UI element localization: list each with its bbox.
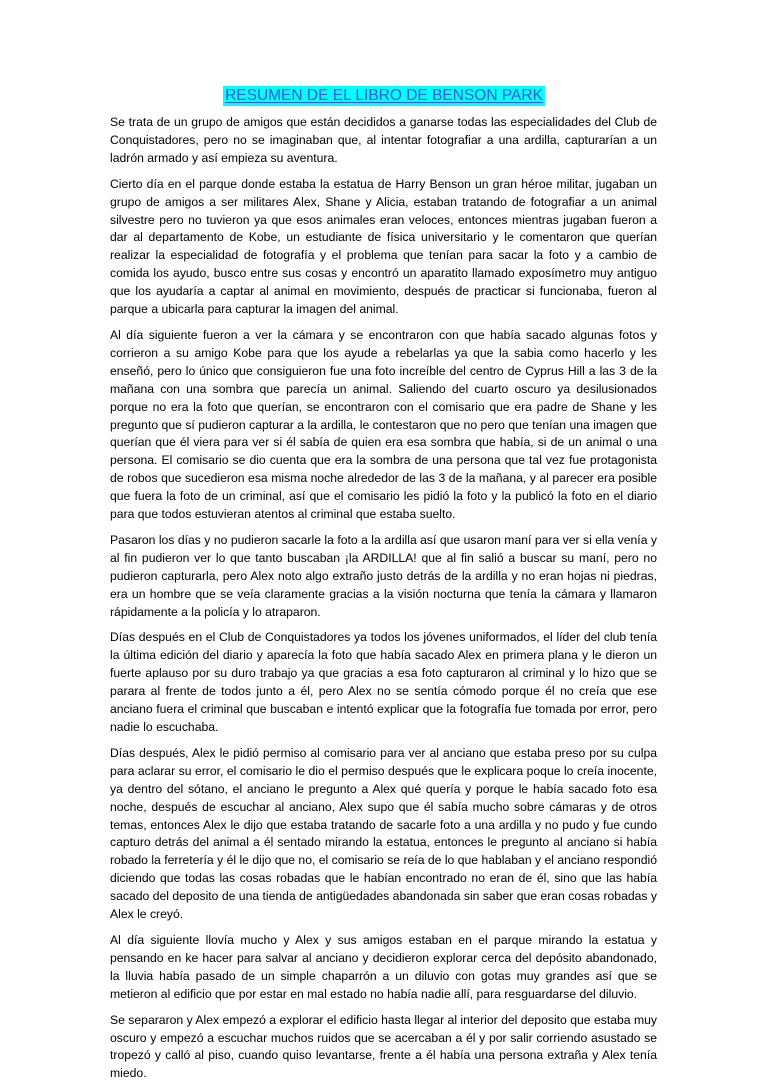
paragraph-8: Se separaron y Alex empezó a explorar el edificio hasta llegar al interior del deposito que estaba muy oscuro y empezó a escuchar muchos ruidos que se acercaban a él y por salir corriendo asustado se tropezó y calló al piso, cuando quiso levantarse, frente a él había una persona extraña y Alex tenía miedo. xyxy=(110,1012,657,1081)
paragraph-2: Cierto día en el parque donde estaba la estatua de Harry Benson un gran héroe militar, jugaban un grupo de amigos a ser militares Alex, Shane y Alicia, estaban tratando de fotografiar a un animal silvestre pero no tuvieron ya que esos animales eran veloces, entonces mientras jugaban fueron a dar al departamento de Kobe, un estudiante de física universitario y le comentaron que querían realizar la especialidad de fotografía y el problema que tenían para sacar la foto y a cambio de comida los ayudo, busco entre sus cosas y encontró un aparatito llamado exposímetro muy antiguo que los ayudaría a captar al animal en movimiento, después de practicar si funcionaba, fueron al parque a ubicarla para capturar la imagen del animal. xyxy=(110,176,657,317)
paragraph-7: Al día siguiente llovía mucho y Alex y sus amigos estaban en el parque mirando la estatua y pensando en ke hacer para salvar al anciano y decidieron explorar cerca del depósito abandonado, la lluvia había pasado de un simple chaparrón a un diluvio con gotas muy grandes así que se metieron al edificio que por estar en mal estado no había nadie allí, para resguardarse del diluvio. xyxy=(110,932,657,1001)
document-body xyxy=(110,114,657,1091)
paragraph-1: Se trata de un grupo de amigos que están decididos a ganarse todas las especialidades del Club de Conquistadores, pero no se imaginaban que, al intentar fotografiar a una ardilla, capturarían a un ladrón armado y así empieza su aventura. xyxy=(110,115,657,165)
title-container xyxy=(0,86,768,106)
document-title: RESUMEN DE EL LIBRO DE BENSON PARK xyxy=(225,87,543,104)
paragraph-3: Al día siguiente fueron a ver la cámara y se encontraron con que había sacado algunas fotos y corrieron a su amigo Kobe para que los ayude a rebelarlas ya que la sabia como hacerlo y les enseñó, pero lo único que consiguieron fue una foto increíble del centro de Cyprus Hill a las 3 de la mañana con una sombra que parecía un animal. Saliendo del cuarto oscuro ya desilusionados porque no era la foto que querían, se encontraron con el comisario que era padre de Shane y les pregunto que sí pudieron capturar a la ardilla, le contestaron que no pero que tenían una imagen que querían que él viera para ver si él sabía de quien era esa sombra que había, si de un animal o una persona. El comisario se dio cuenta que era la sombra de una persona que tal vez fue protagonista de robos que sucedieron esa misma noche alrededor de las 3 de la mañana, y al parecer era posible que fuera la foto de un criminal, así que el comisario les pidió la foto y la publicó la foto en el diario para que todos estuvieran atentos al criminal que estaba suelto. xyxy=(110,327,657,522)
paragraph-5: Días después en el Club de Conquistadores ya todos los jóvenes uniformados, el líder del club tenía la última edición del diario y aparecía la foto que había sacado Alex en primera plana y le dieron un fuerte aplauso por su duro trabajo ya que gracias a esa foto capturaron al criminal y lo hizo que se parara al frente de todos junto a él, pero Alex no se sentía cómodo porque él no creía que ese anciano fuera el criminal que buscaban e intentó explicar que la fotografía fue tomada por error, pero nadie lo escuchaba. xyxy=(110,630,657,734)
paragraph-6: Días después, Alex le pidió permiso al comisario para ver al anciano que estaba preso por su culpa para aclarar su error, el comisario le dio el permiso después que le explicara poque lo creía inocente, ya dentro del sótano, el anciano le pregunto a Alex qué quería y porque le había sacado foto esa noche, después de escuchar al anciano, Alex supo que él sabía mucho sobre cámaras y de otros temas, entonces Alex le dijo que estaba tratando de sacarle foto a una ardilla y no pudo y fue cundo capturo detrás del animal a él sentado mirando la estatua, entonces le pregunto al anciano si había robado la ferretería y él le dijo que no, el comisario se reía de lo que hablaban y el anciano respondió diciendo que todas las cosas robadas que le habían encontrado no eran de él, sino que las había sacado del deposito de una tienda de antigüedades abandonada sin saber que eran cosas robadas y Alex le creyó. xyxy=(110,745,657,922)
paragraph-4: Pasaron los días y no pudieron sacarle la foto a la ardilla así que usaron maní para ver si ella venía y al fin pudieron ver lo que tanto buscaban ¡la ARDILLA! que al fin salió a buscar su maní, pero no pudieron capturarla, pero Alex noto algo extraño justo detrás de la ardilla y no eran hojas ni piedras, era un hombre que se veía claramente gracias a la visión nocturna que tenía la cámara y llamaron rápidamente a la policía y lo atraparon. xyxy=(110,532,657,619)
